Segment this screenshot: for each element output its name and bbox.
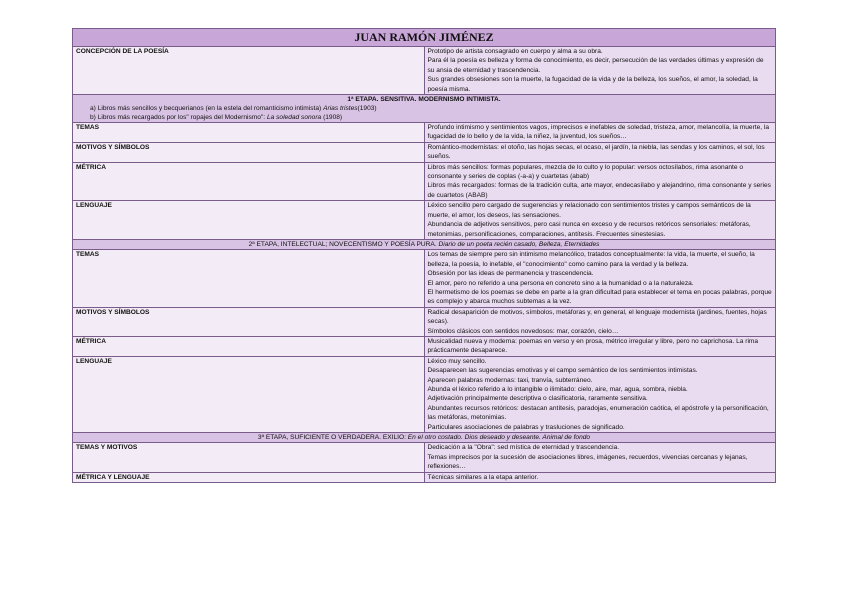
row-content bbox=[424, 356, 776, 432]
text-line: Obsesión por las ideas de permanencia y trascendencia. bbox=[427, 270, 594, 278]
text-line: Abundantes recursos retóricos: destacan antítesis, paradojas, enumeración caótica, el apóstrofe y la personificación, las metáforas, metonimias. bbox=[427, 404, 769, 422]
table-row bbox=[73, 201, 776, 240]
row-content bbox=[424, 472, 776, 482]
text-line: El amor, pero no referido a una persona en concreto sino a la humanidad o a la naturaleza. bbox=[427, 279, 694, 287]
row-content bbox=[424, 142, 776, 162]
row-label: MÉTRICA bbox=[73, 162, 425, 201]
table-row bbox=[73, 250, 776, 307]
row-label: TEMAS bbox=[73, 123, 425, 143]
row-label: CONCEPCIÓN DE LA POESÍA bbox=[73, 47, 425, 95]
text-line: Dedicación a la "Obra": sed mística de eternidad y trascendencia. bbox=[427, 444, 620, 452]
stage-3-works: En el otro costado. Dios deseado y deseante. Animal de fondo bbox=[407, 434, 591, 442]
text-line: Profundo intimismo y sentimientos vagos, imprecisos e inefables de soledad, tristeza, amor, melancolía, la muerte, la fugacidad de lo bello y de la vida, la niñez, la juventud, los sueños… bbox=[427, 124, 770, 141]
table-row bbox=[73, 307, 776, 336]
sub-a-work: Arias tristes bbox=[323, 105, 358, 113]
row-content bbox=[424, 307, 776, 336]
text-line: Para él la poesía es belleza y forma de conocimiento, es decir, persecución de las verdades últimas y expresión de su ansia de eternidad y trascendencia. bbox=[427, 57, 764, 74]
stage-1-sub-a bbox=[76, 104, 772, 113]
row-label: LENGUAJE bbox=[73, 356, 425, 432]
sub-a-text: a) Libros más sencillos y becquerianos (en la estela del romanticismo intimista) bbox=[90, 105, 322, 113]
row-content bbox=[424, 443, 776, 472]
text-line: Símbolos clásicos con sentidos novedosos: mar, corazón, cielo… bbox=[427, 327, 619, 335]
stage-3-header bbox=[73, 433, 776, 443]
text-line: Aparecen palabras modernas: taxi, tranvía, subterráneo. bbox=[427, 376, 593, 384]
row-label: TEMAS Y MOTIVOS bbox=[73, 443, 425, 472]
stage-2-works: Diario de un poeta recién casado, Belleza, Eternidades bbox=[438, 240, 600, 248]
text-line: Abunda el léxico referido a lo intangible o ilimitado: cielo, aire, mar, agua, sombra, niebla. bbox=[427, 386, 688, 393]
text-line: Libros más recargados: formas de la tradición culta, arte mayor, endecasílabo y alejandrino, rima consonante y series de cuartetos (ABAB) bbox=[427, 182, 771, 199]
text-line: Los temas de siempre pero sin intimismo melancólico, tratados conceptualmente: la vida, la muerte, el sueño, la belleza, la poesía, lo inefable, el "conocimiento" como camino para la verdad y la belleza. bbox=[427, 251, 755, 268]
table-row bbox=[73, 356, 776, 432]
row-label: MOTIVOS Y SÍMBOLOS bbox=[73, 307, 425, 336]
row-label: LENGUAJE bbox=[73, 201, 425, 240]
text-line: Desaparecen las sugerencias emotivas y el campo semántico de los sentimientos intimistas. bbox=[427, 367, 698, 375]
table-row bbox=[73, 472, 776, 482]
stage-1-sub-b bbox=[76, 113, 772, 122]
table-row bbox=[73, 336, 776, 356]
row-content bbox=[424, 250, 776, 307]
row-content bbox=[424, 201, 776, 240]
table-row bbox=[73, 142, 776, 162]
row-label: MÉTRICA bbox=[73, 336, 425, 356]
row-label: MÉTRICA Y LENGUAJE bbox=[73, 472, 425, 482]
text-line: Musicalidad nueva y moderna: poemas en verso y en prosa, métrico irregular y libre, pero no caprichosa. La rima prácticamente desaparece. bbox=[427, 337, 759, 355]
text-line: Particulares asociaciones de palabras y trasluciones de significado. bbox=[427, 423, 625, 431]
text-line: Romántico-modernistas: el otoño, las hojas secas, el ocaso, el jardín, la niebla, las sendas y los caminos, el sol, los sueños. bbox=[427, 143, 765, 161]
text-line: Libros más sencillos: formas populares, mezcla de lo culto y lo popular: versos octosílabos, rima asonante o consonante y series de coplas (-a-a) y cuartetas (abab) bbox=[427, 163, 744, 181]
row-content bbox=[424, 336, 776, 356]
text-line: Adjetivación principalmente descriptiva o clasificatoria, raramente sensitiva. bbox=[427, 395, 648, 403]
stage-2-title: 2ª ETAPA, INTELECTUAL; NOVECENTISMO Y POESÍA PURA. bbox=[248, 240, 437, 248]
page-title: JUAN RAMÓN JIMÉNEZ bbox=[73, 29, 776, 47]
text-line: Radical desaparición de motivos, símbolos, metáforas y, en general, el lenguaje modernista (jardines, fuentes, hojas secas). bbox=[427, 308, 767, 326]
row-content bbox=[424, 162, 776, 201]
stage-1-title: 1ª ETAPA. SENSITIVA. MODERNISMO INTIMISTA. bbox=[347, 96, 501, 104]
table-row bbox=[73, 443, 776, 472]
text-line: Prototipo de artista consagrado en cuerpo y alma a su obra. bbox=[427, 48, 603, 55]
table-row bbox=[73, 123, 776, 143]
text-line: Léxico sencillo pero cargado de sugerencias y relacionado con sentimientos tristes y campos semánticos de la muerte, el amor, los deseos, las sensaciones. bbox=[427, 202, 751, 219]
document-page bbox=[72, 28, 776, 483]
table-row bbox=[73, 162, 776, 201]
stage-3-title: 3ª ETAPA, SUFICIENTE O VERDADERA. EXILIO: bbox=[257, 434, 406, 442]
row-label: TEMAS bbox=[73, 250, 425, 307]
author-table bbox=[72, 28, 776, 483]
sub-b-work: La soledad sonora bbox=[266, 114, 322, 122]
row-label: MOTIVOS Y SÍMBOLOS bbox=[73, 142, 425, 162]
stage-1-header bbox=[73, 95, 776, 123]
row-content bbox=[424, 123, 776, 143]
sub-b-year: (1908) bbox=[323, 114, 343, 122]
sub-a-year: (1903) bbox=[357, 105, 377, 113]
sub-b-text: b) Libros más recargados por los" ropajes del Modernismo": bbox=[90, 114, 266, 122]
text-line: Temas imprecisos por la sucesión de asociaciones libres, imágenes, recuerdos, vivencias cercanas y lejanas, reflexiones… bbox=[427, 453, 748, 471]
stage-2-header bbox=[73, 239, 776, 249]
text-line: Técnicas similares a la etapa anterior. bbox=[427, 473, 539, 481]
text-line: Sus grandes obsesiones son la muerte, la fugacidad de la vida y de la belleza, los sueños, el amor, la soledad, la poesía misma. bbox=[427, 76, 758, 93]
text-line: El hermetismo de los poemas se debe en parte a la gran dificultad para establecer el tema en pocas palabras, porque es complejo y abarca muchos subtemas a la vez. bbox=[427, 288, 772, 306]
text-line: Abundancia de adjetivos sensitivos, pero casi nunca en exceso y de recursos retóricos sensoriales: metáforas, metonimias, personificaciones, comparaciones, antítesis. Frecuentes sinestesias. bbox=[427, 221, 751, 238]
row-content bbox=[424, 47, 776, 95]
text-line: Léxico muy sencillo. bbox=[427, 357, 487, 365]
table-row bbox=[73, 47, 776, 95]
